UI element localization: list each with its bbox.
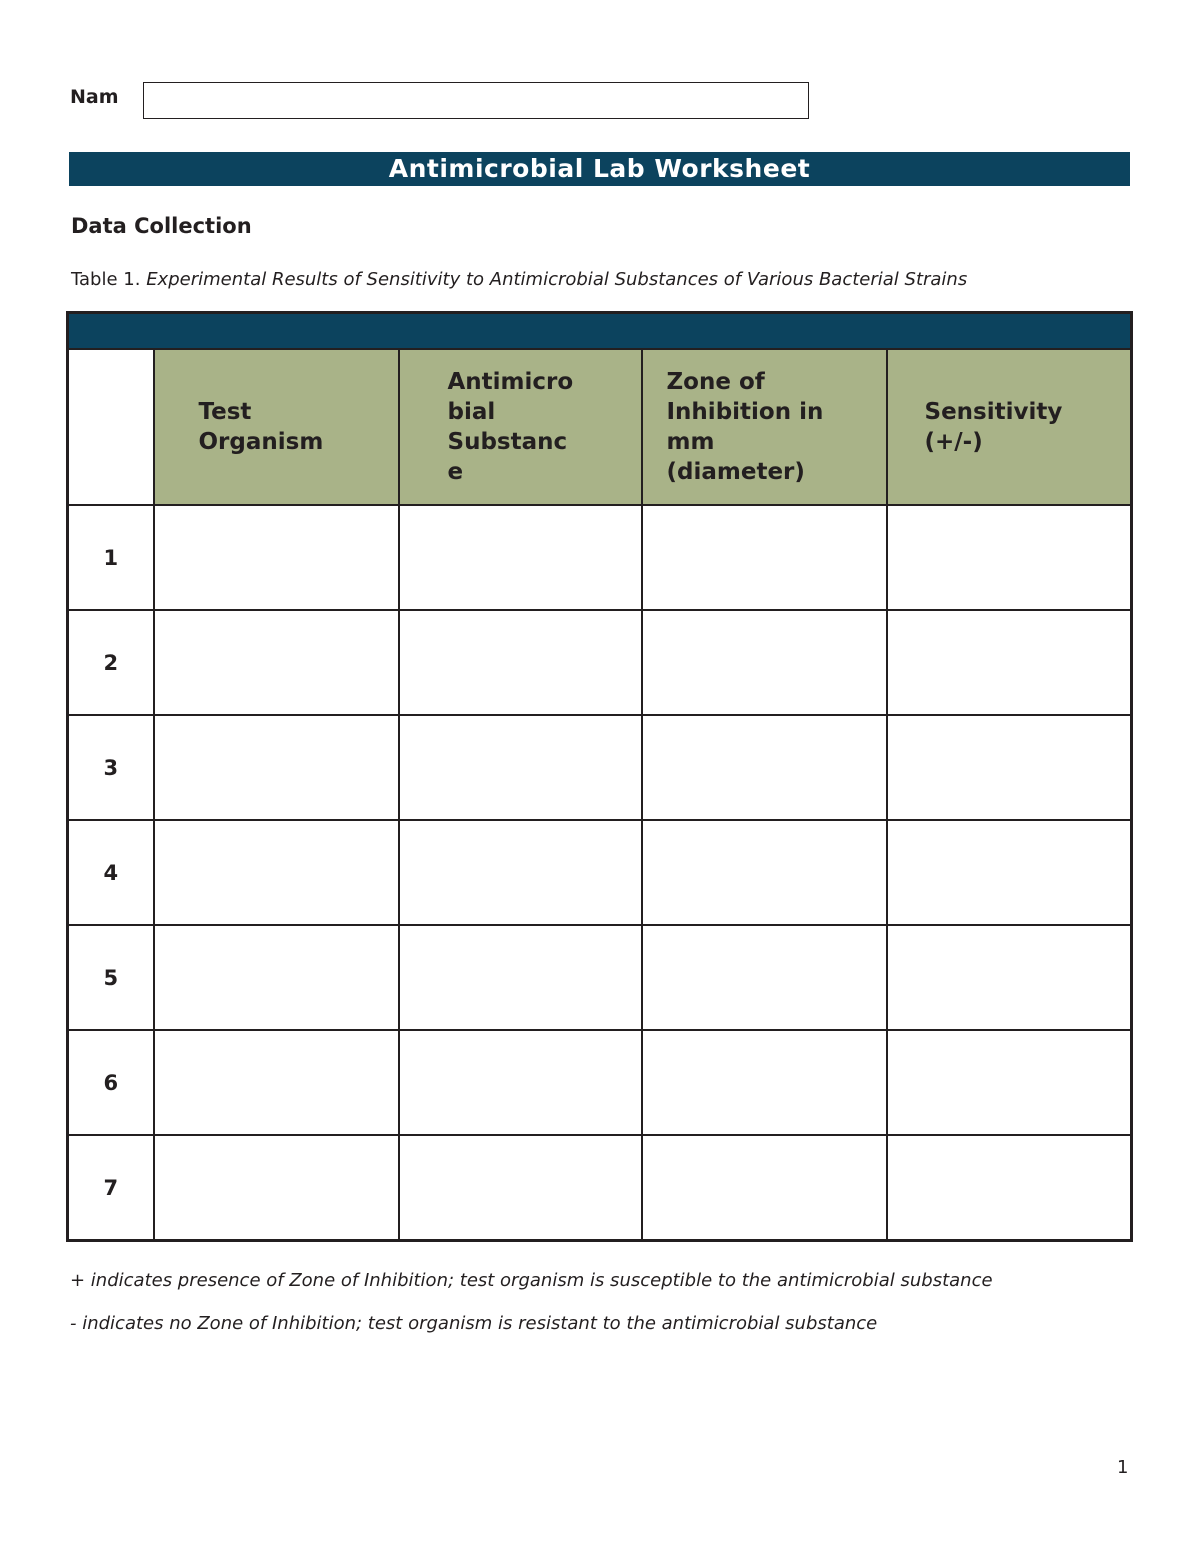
row-number: 7: [68, 1135, 154, 1241]
results-table: [66, 311, 1133, 1242]
antimicrobial-substance-cell[interactable]: [399, 1030, 642, 1135]
zone-of-inhibition-cell[interactable]: [642, 820, 887, 925]
sensitivity-cell[interactable]: [887, 715, 1132, 820]
sensitivity-cell[interactable]: [887, 610, 1132, 715]
row-number: 4: [68, 820, 154, 925]
zone-of-inhibition-cell[interactable]: [642, 925, 887, 1030]
row-number: 2: [68, 610, 154, 715]
sensitivity-cell[interactable]: [887, 1030, 1132, 1135]
test-organism-cell[interactable]: [154, 925, 399, 1030]
antimicrobial-substance-cell[interactable]: [399, 505, 642, 610]
note-positive: + indicates presence of Zone of Inhibition; test organism is susceptible to the antimicrobial substance: [70, 1270, 993, 1291]
table-row: [68, 925, 1132, 1030]
test-organism-cell[interactable]: [154, 715, 399, 820]
header-test-organism: [154, 349, 399, 505]
header-test-organism-label: Test Organism: [198, 399, 324, 455]
antimicrobial-substance-cell[interactable]: [399, 820, 642, 925]
table-header-row: [68, 349, 1132, 505]
caption-separator: .: [134, 269, 147, 290]
table-banner-row: [68, 313, 1132, 350]
header-blank-cell: [68, 349, 154, 505]
section-heading: Data Collection: [71, 214, 252, 238]
table-row: [68, 610, 1132, 715]
zone-of-inhibition-cell[interactable]: [642, 715, 887, 820]
zone-of-inhibition-cell[interactable]: [642, 1030, 887, 1135]
table-row: [68, 1135, 1132, 1241]
worksheet-title: Antimicrobial Lab Worksheet: [69, 152, 1130, 186]
row-number: 6: [68, 1030, 154, 1135]
antimicrobial-substance-cell[interactable]: [399, 610, 642, 715]
test-organism-cell[interactable]: [154, 505, 399, 610]
table-row: [68, 820, 1132, 925]
test-organism-cell[interactable]: [154, 1030, 399, 1135]
test-organism-cell[interactable]: [154, 1135, 399, 1241]
note-negative: - indicates no Zone of Inhibition; test organism is resistant to the antimicrobial substance: [70, 1313, 878, 1334]
header-sensitivity: [887, 349, 1132, 505]
table-row: [68, 1030, 1132, 1135]
header-sensitivity-label: Sensitivity (+/-): [924, 399, 1063, 455]
zone-of-inhibition-cell[interactable]: [642, 610, 887, 715]
name-input[interactable]: [143, 82, 809, 119]
name-label: Nam: [70, 86, 119, 108]
row-number: 1: [68, 505, 154, 610]
table-banner: [68, 313, 1132, 350]
caption-label: Table 1: [71, 269, 135, 290]
caption-text: Experimental Results of Sensitivity to Antimicrobial Substances of Various Bacterial Strains: [146, 269, 968, 290]
header-zone-of-inhibition: [642, 349, 887, 505]
header-antimicrobial-substance-label: Antimicro bial Substanc e: [447, 369, 574, 485]
sensitivity-cell[interactable]: [887, 1135, 1132, 1241]
sensitivity-cell[interactable]: [887, 925, 1132, 1030]
table-row: [68, 505, 1132, 610]
table-row: [68, 715, 1132, 820]
zone-of-inhibition-cell[interactable]: [642, 1135, 887, 1241]
zone-of-inhibition-cell[interactable]: [642, 505, 887, 610]
antimicrobial-substance-cell[interactable]: [399, 925, 642, 1030]
row-number: 5: [68, 925, 154, 1030]
sensitivity-cell[interactable]: [887, 820, 1132, 925]
row-number: 3: [68, 715, 154, 820]
test-organism-cell[interactable]: [154, 610, 399, 715]
antimicrobial-substance-cell[interactable]: [399, 1135, 642, 1241]
header-antimicrobial-substance: [399, 349, 642, 505]
header-zone-of-inhibition-label: Zone of Inhibition in mm (diameter): [666, 369, 824, 485]
sensitivity-cell[interactable]: [887, 505, 1132, 610]
test-organism-cell[interactable]: [154, 820, 399, 925]
page-number: 1: [1117, 1457, 1129, 1478]
table-caption: [71, 269, 967, 290]
antimicrobial-substance-cell[interactable]: [399, 715, 642, 820]
